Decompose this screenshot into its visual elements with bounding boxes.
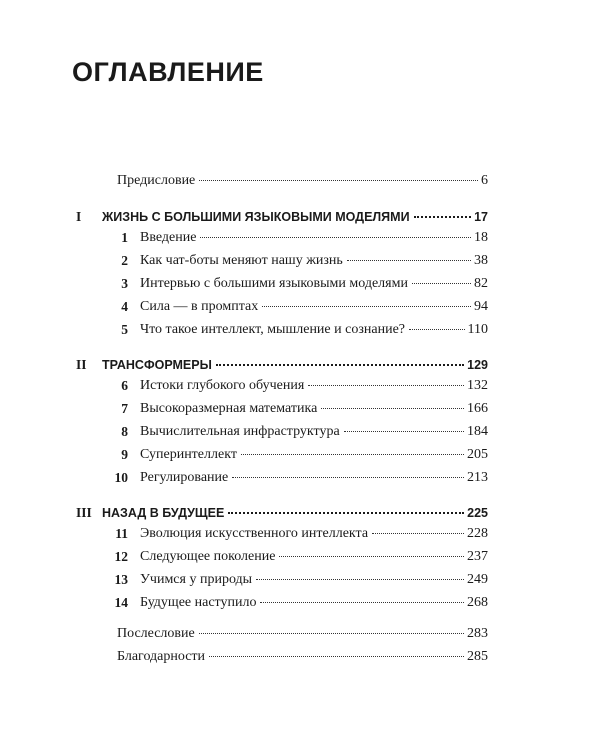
chapter-page: 110 xyxy=(467,322,488,337)
toc-chapter-10[interactable] xyxy=(0,467,600,489)
part-number: I xyxy=(76,209,82,224)
chapter-title: Высокоразмерная математика xyxy=(140,401,318,416)
toc-entry-afterword[interactable] xyxy=(0,623,600,645)
toc-chapter-11[interactable] xyxy=(0,523,600,545)
chapter-page: 249 xyxy=(467,572,488,587)
part-title: НАЗАД В БУДУЩЕЕ xyxy=(102,506,225,520)
dot-leader xyxy=(347,260,471,261)
entry-title: Послесловие xyxy=(117,626,195,641)
part-page: 129 xyxy=(467,358,488,372)
toc-entry-preface[interactable] xyxy=(0,170,600,192)
dot-leader xyxy=(232,477,464,478)
toc-chapter-9[interactable] xyxy=(0,444,600,466)
chapter-number: 11 xyxy=(115,526,128,541)
chapter-title: Введение xyxy=(140,230,197,245)
chapter-number: 1 xyxy=(121,230,128,245)
chapter-number: 4 xyxy=(121,299,128,314)
chapter-number: 12 xyxy=(114,549,128,564)
chapter-title: Истоки глубокого обучения xyxy=(140,378,305,393)
dot-leader xyxy=(209,656,464,657)
toc-chapter-5[interactable] xyxy=(0,319,600,341)
entry-page: 6 xyxy=(481,173,488,188)
chapter-number: 7 xyxy=(121,401,128,416)
chapter-number: 2 xyxy=(121,253,128,268)
chapter-number: 10 xyxy=(114,470,128,485)
dot-leader xyxy=(262,306,471,307)
chapter-title: Учимся у природы xyxy=(140,572,253,587)
toc-chapter-7[interactable] xyxy=(0,398,600,420)
chapter-title: Интервью с большими языковыми моделями xyxy=(140,276,408,291)
part-number: II xyxy=(76,357,87,372)
chapter-title: Регулирование xyxy=(140,470,229,485)
entry-title: Предисловие xyxy=(117,173,196,188)
dot-leader xyxy=(241,454,464,455)
chapter-page: 18 xyxy=(474,230,488,245)
entry-page: 285 xyxy=(467,649,488,664)
chapter-page: 94 xyxy=(474,299,488,314)
toc-chapter-1[interactable] xyxy=(0,227,600,249)
chapter-title: Эволюция искусственного интеллекта xyxy=(140,526,369,541)
chapter-page: 205 xyxy=(467,447,488,462)
dot-leader xyxy=(372,533,464,534)
chapter-number: 13 xyxy=(114,572,128,587)
chapter-title: Что такое интеллект, мышление и сознание? xyxy=(140,322,405,337)
toc-entry-acknowledgements[interactable] xyxy=(0,646,600,668)
dot-leader xyxy=(199,633,464,634)
toc-chapter-12[interactable] xyxy=(0,546,600,568)
entry-title: Благодарности xyxy=(117,649,206,664)
dot-leader xyxy=(216,364,464,366)
toc-part-2[interactable] xyxy=(0,354,600,376)
chapter-page: 268 xyxy=(467,595,488,610)
toc-chapter-13[interactable] xyxy=(0,569,600,591)
dot-leader xyxy=(228,512,464,514)
chapter-page: 184 xyxy=(467,424,488,439)
part-title: ЖИЗНЬ С БОЛЬШИМИ ЯЗЫКОВЫМИ МОДЕЛЯМИ xyxy=(102,210,410,224)
dot-leader xyxy=(260,602,464,603)
dot-leader xyxy=(409,329,465,330)
entry-page: 283 xyxy=(467,626,488,641)
page-title: ОГЛАВЛЕНИЕ xyxy=(72,57,264,87)
dot-leader xyxy=(199,180,478,181)
dot-leader xyxy=(200,237,471,238)
chapter-number: 14 xyxy=(114,595,128,610)
dot-leader xyxy=(414,216,472,218)
dot-leader xyxy=(321,408,464,409)
chapter-title: Вычислительная инфраструктура xyxy=(140,424,340,439)
part-page: 17 xyxy=(474,210,488,224)
chapter-number: 8 xyxy=(121,424,128,439)
chapter-number: 9 xyxy=(121,447,128,462)
part-title: ТРАНСФОРМЕРЫ xyxy=(102,358,212,372)
chapter-title: Сила — в промптах xyxy=(140,299,259,314)
dot-leader xyxy=(412,283,471,284)
chapter-title: Суперинтеллект xyxy=(140,447,237,462)
toc-part-1[interactable] xyxy=(0,206,600,228)
dot-leader xyxy=(279,556,464,557)
chapter-page: 38 xyxy=(474,253,488,268)
part-number: III xyxy=(76,505,92,520)
chapter-number: 6 xyxy=(121,378,128,393)
chapter-page: 228 xyxy=(467,526,488,541)
chapter-page: 166 xyxy=(467,401,488,416)
dot-leader xyxy=(256,579,464,580)
toc-chapter-4[interactable] xyxy=(0,296,600,318)
toc-chapter-3[interactable] xyxy=(0,273,600,295)
chapter-page: 213 xyxy=(467,470,488,485)
chapter-number: 5 xyxy=(121,322,128,337)
part-page: 225 xyxy=(467,506,488,520)
chapter-page: 82 xyxy=(474,276,488,291)
toc-chapter-2[interactable] xyxy=(0,250,600,272)
chapter-title: Будущее наступило xyxy=(140,595,257,610)
dot-leader xyxy=(308,385,464,386)
dot-leader xyxy=(344,431,464,432)
toc-chapter-6[interactable] xyxy=(0,375,600,397)
chapter-page: 237 xyxy=(467,549,488,564)
chapter-page: 132 xyxy=(467,378,488,393)
chapter-title: Следующее поколение xyxy=(140,549,276,564)
toc-part-3[interactable] xyxy=(0,502,600,524)
chapter-title: Как чат-боты меняют нашу жизнь xyxy=(140,253,343,268)
toc-chapter-8[interactable] xyxy=(0,421,600,443)
toc-chapter-14[interactable] xyxy=(0,592,600,614)
chapter-number: 3 xyxy=(121,276,128,291)
